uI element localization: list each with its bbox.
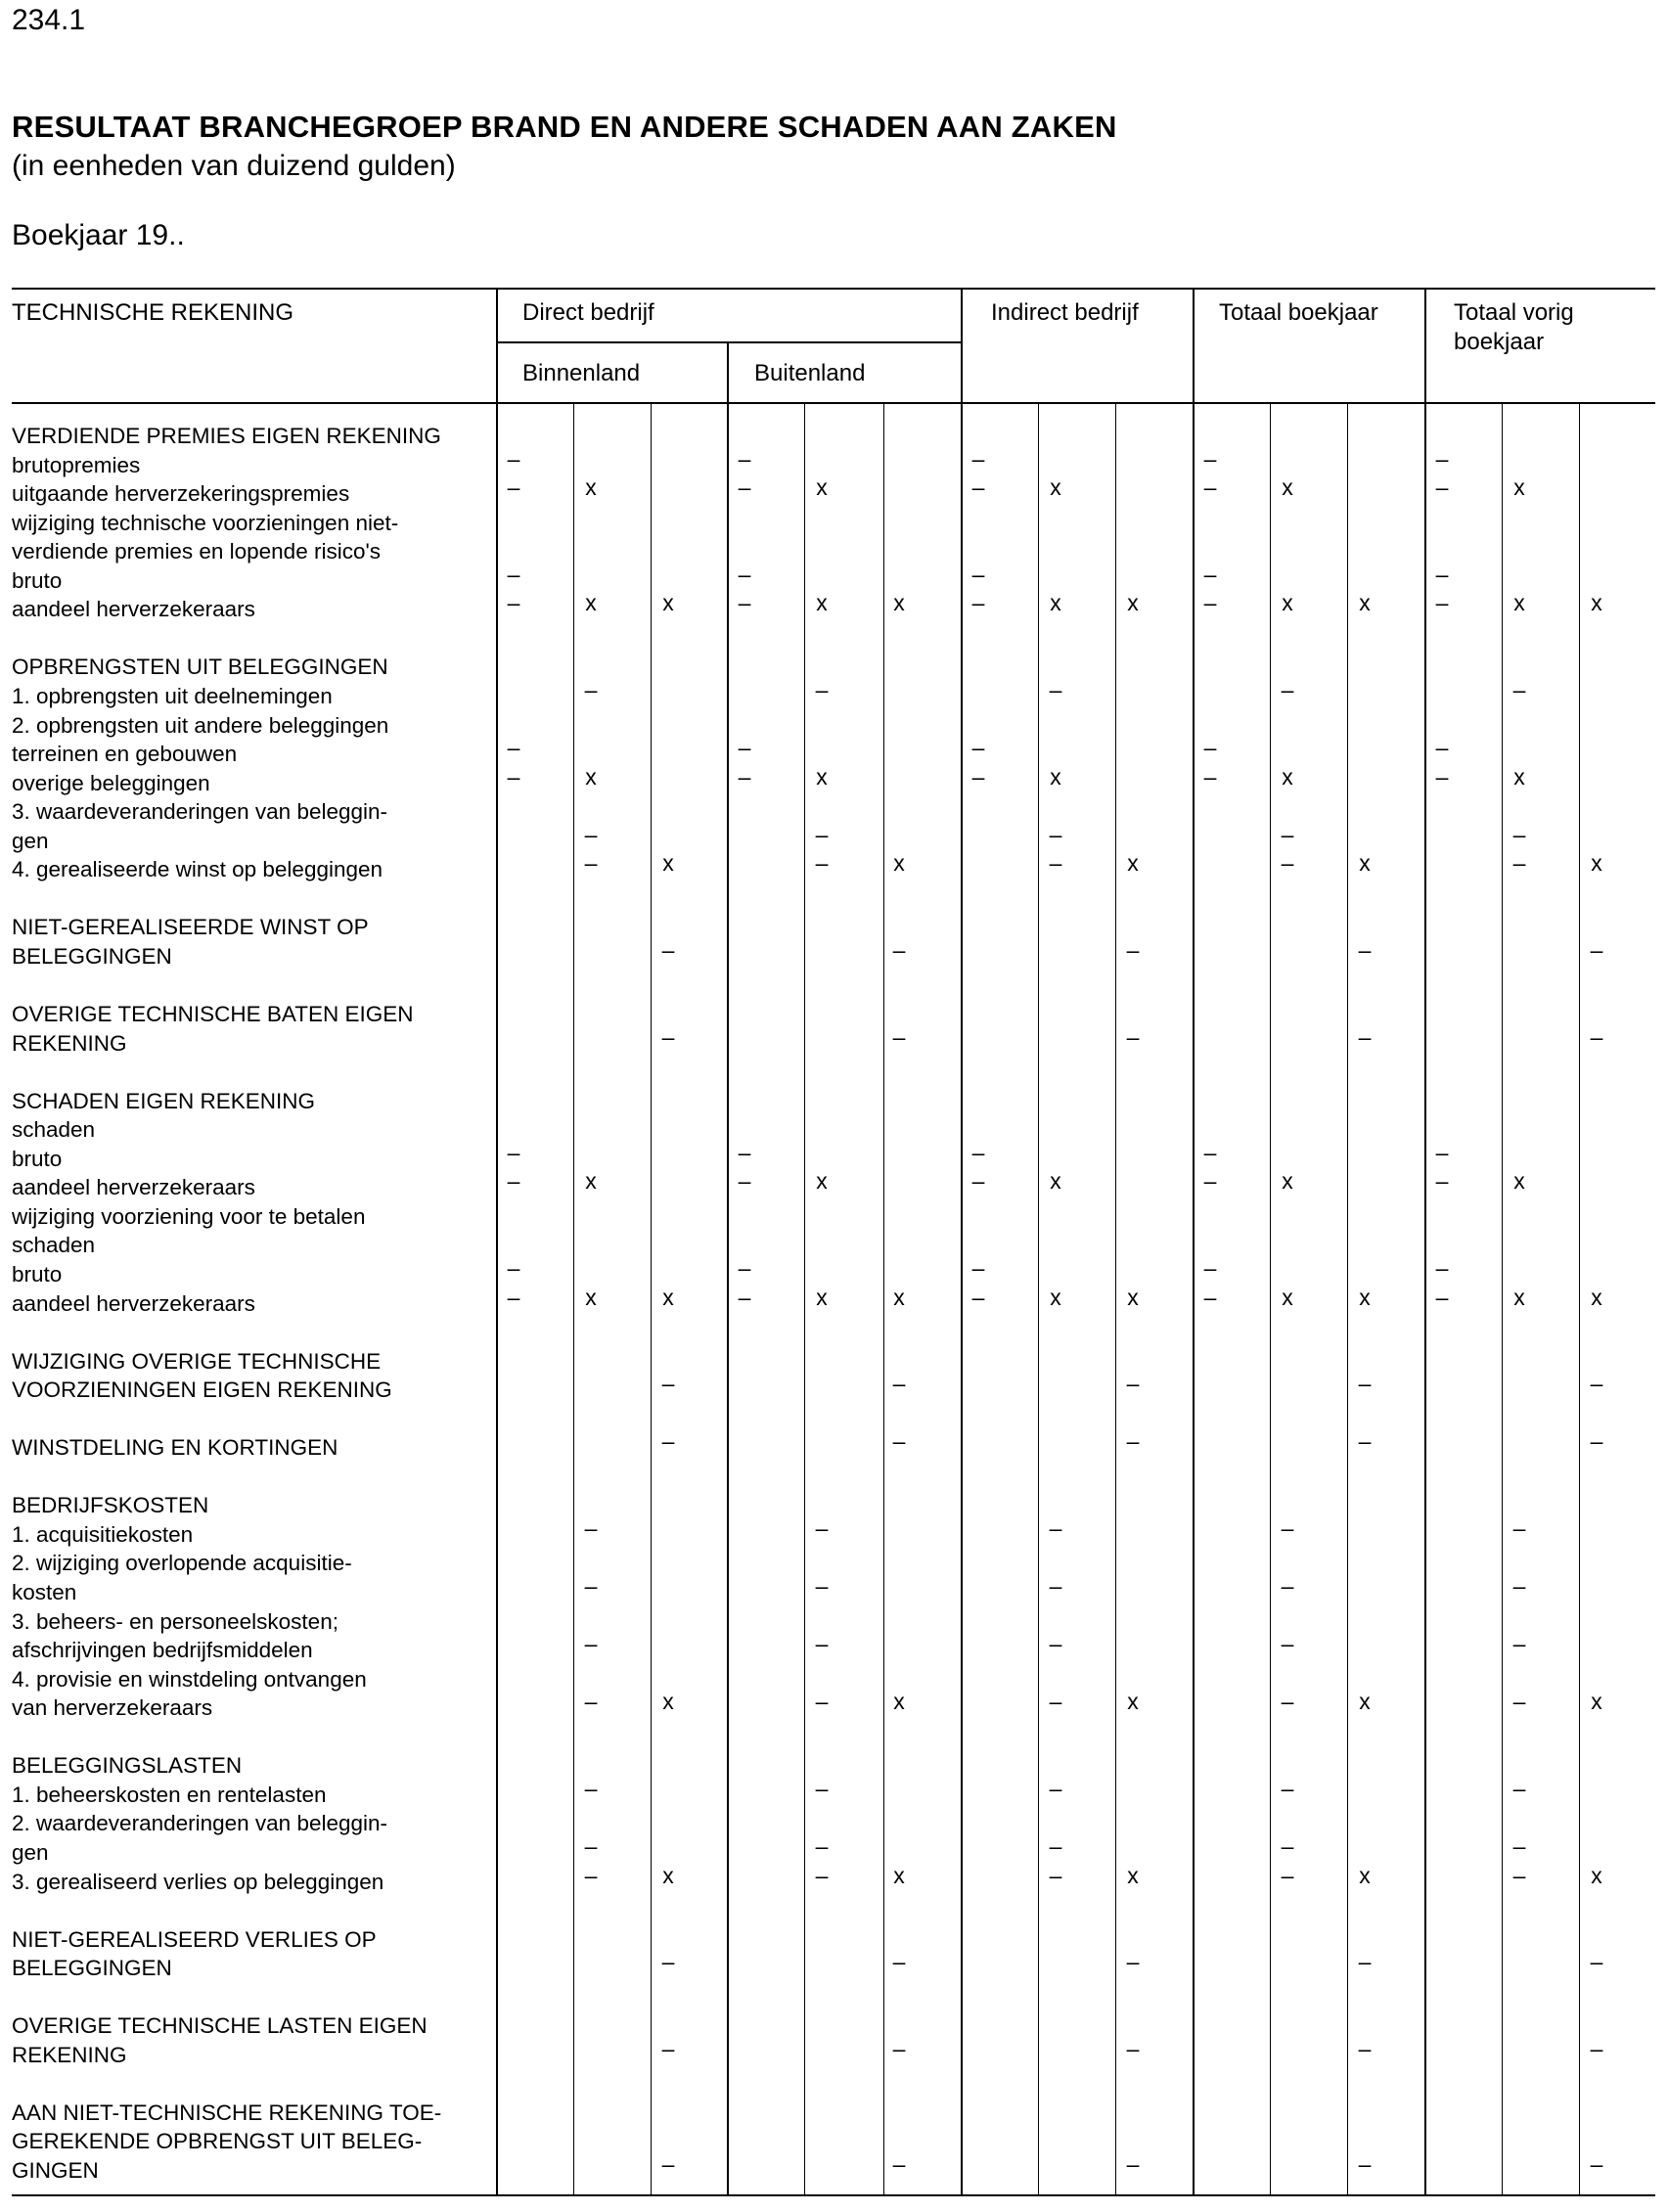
dash-mark: – [1590,2151,1603,2177]
dash-mark: – [1049,821,1062,847]
cross-mark: x [1591,1284,1602,1310]
dash-mark: – [1203,763,1217,790]
dash-mark: – [971,590,985,616]
dash-mark: – [1203,590,1217,616]
dash-mark: – [661,1428,675,1455]
dash-mark: – [971,474,985,501]
dash-mark: – [1281,1514,1294,1541]
row-label: 1. beheerskosten en rentelasten [12,1782,327,1807]
dash-mark: – [1590,1371,1603,1397]
row-label: kosten [12,1580,77,1604]
dash-mark: – [1126,2151,1140,2177]
dash-mark: – [584,1689,598,1715]
dash-mark: – [971,1139,985,1165]
dash-mark: – [1590,1023,1603,1050]
col-divider [727,341,729,2195]
row-label: gen [12,1839,49,1865]
dash-mark: – [1512,1832,1526,1859]
dash-mark: – [738,735,751,761]
cross-mark: x [585,763,597,790]
dash-mark: – [661,1371,675,1397]
cross-mark: x [662,1689,674,1715]
row-label: REKENING [12,2042,127,2067]
dash-mark: – [1512,676,1526,702]
dash-mark: – [1203,474,1217,501]
dash-mark: – [815,821,829,847]
header-technische-rekening: TECHNISCHE REKENING [12,299,294,326]
dash-mark: – [738,1254,751,1281]
cross-mark: x [1513,763,1525,790]
dash-mark: – [971,1284,985,1310]
row-label: bruto [12,1146,63,1171]
dash-mark: – [661,1949,675,1975]
dash-mark: – [1203,1168,1217,1195]
dash-mark: – [1281,1631,1294,1657]
row-label: VERDIENDE PREMIES EIGEN REKENING [12,424,441,448]
dash-mark: – [507,1284,520,1310]
cross-mark: x [1513,1284,1525,1310]
dash-mark: – [892,1023,906,1050]
cross-mark: x [1050,590,1061,616]
dash-mark: – [892,2035,906,2061]
row-label: 2. waardeveranderingen van beleggin- [12,1811,388,1836]
row-label: SCHADEN EIGEN REKENING [12,1088,316,1113]
dash-mark: – [1512,1631,1526,1657]
dash-mark: – [1203,1254,1217,1281]
cross-mark: x [1591,1689,1602,1715]
dash-mark: – [507,1168,520,1195]
row-label: aandeel herverzekeraars [12,1175,255,1200]
col-divider [1424,288,1426,2195]
cross-mark: x [1050,763,1061,790]
dash-mark: – [1358,936,1372,963]
header-buitenland: Buitenland [754,360,866,386]
dash-mark: – [815,850,829,877]
dash-mark: – [1512,1514,1526,1541]
cross-mark: x [1127,1284,1139,1310]
dash-mark: – [1512,821,1526,847]
dash-mark: – [1281,850,1294,877]
cross-mark: x [893,1689,905,1715]
subcol-divider [1115,403,1116,2195]
dash-mark: – [1281,1573,1294,1599]
dash-mark: – [815,1631,829,1657]
row-label: AAN NIET-TECHNISCHE REKENING TOE- [12,2099,442,2125]
dash-mark: – [1512,1775,1526,1801]
row-label: van herverzekeraars [12,1695,213,1721]
cross-mark: x [1359,1284,1371,1310]
header-binnenland: Binnenland [522,360,641,386]
subcol-divider [573,403,574,2195]
cross-mark: x [1282,1284,1293,1310]
row-label: GEREKENDE OPBRENGST UIT BELEG- [12,2129,423,2154]
row-label: terreinen en gebouwen [12,742,238,767]
col-divider [961,288,963,2195]
dash-mark: – [1281,1689,1294,1715]
dash-mark: – [584,1862,598,1888]
dash-mark: – [1203,735,1217,761]
dash-mark: – [971,445,985,472]
dash-mark: – [1590,1428,1603,1455]
dash-mark: – [1590,936,1603,963]
dash-mark: – [661,1023,675,1050]
dash-mark: – [1512,1573,1526,1599]
cross-mark: x [1050,1284,1061,1310]
dash-mark: – [584,1832,598,1859]
cross-mark: x [1591,1862,1602,1888]
dash-mark: – [1358,1949,1372,1975]
row-label: OVERIGE TECHNISCHE BATEN EIGEN [12,1002,414,1026]
dash-mark: – [1049,1573,1062,1599]
row-label: overige beleggingen [12,770,210,795]
dash-mark: – [1435,561,1449,587]
dash-mark: – [507,590,520,616]
cross-mark: x [893,1284,905,1310]
fiscal-year-label: Boekjaar 19.. [12,219,185,251]
dash-mark: – [1590,2035,1603,2061]
cross-mark: x [1591,590,1602,616]
dash-mark: – [738,590,751,616]
header-totaal-vorig-boekjaar [1454,298,1574,357]
dash-mark: – [507,763,520,790]
dash-mark: – [1281,1832,1294,1859]
row-label: bruto [12,567,63,593]
row-label: schaden [12,1117,96,1143]
header-direct-bedrijf: Direct bedrijf [522,299,654,326]
dash-mark: – [892,936,906,963]
subcol-divider [651,403,652,2195]
page-subtitle: (in eenheden van duizend gulden) [12,150,456,182]
dash-mark: – [1512,850,1526,877]
cross-mark: x [893,590,905,616]
cross-mark: x [1050,474,1061,501]
row-label: bruto [12,1261,63,1287]
row-label: GINGEN [12,2158,99,2183]
dash-mark: – [738,445,751,472]
cross-mark: x [1591,850,1602,877]
row-label: wijziging voorziening voor te betalen [12,1203,366,1229]
dash-mark: – [1049,1775,1062,1801]
cross-mark: x [585,474,597,501]
dash-mark: – [1126,1949,1140,1975]
dash-mark: – [1435,1284,1449,1310]
subcol-divider [1038,403,1039,2195]
cross-mark: x [1127,1689,1139,1715]
row-label: verdiende premies en lopende risico's [12,539,382,564]
dash-mark: – [1049,1514,1062,1541]
dash-mark: – [971,561,985,587]
dash-mark: – [1435,1254,1449,1281]
dash-mark: – [584,1631,598,1657]
row-label: OPBRENGSTEN UIT BELEGGINGEN [12,655,388,680]
row-label: schaden [12,1233,96,1258]
cross-mark: x [662,1284,674,1310]
cross-mark: x [1050,1168,1061,1195]
col-divider [1193,288,1195,2195]
cross-mark: x [816,1284,828,1310]
dash-mark: – [971,735,985,761]
dash-mark: – [815,1689,829,1715]
dash-mark: – [1358,1023,1372,1050]
col-divider [496,288,498,2195]
cross-mark: x [585,1284,597,1310]
subcol-divider [1270,403,1271,2195]
dash-mark: – [1281,676,1294,702]
dash-mark: – [1203,445,1217,472]
dash-mark: – [1203,1284,1217,1310]
dash-mark: – [1358,1371,1372,1397]
subcol-divider [1579,403,1580,2195]
dash-mark: – [971,763,985,790]
dash-mark: – [1435,763,1449,790]
dash-mark: – [971,1168,985,1195]
cross-mark: x [662,1862,674,1888]
header-totaal-vorig-line2: boekjaar [1454,329,1545,355]
dash-mark: – [661,2035,675,2061]
dash-mark: – [584,821,598,847]
dash-mark: – [892,2151,906,2177]
dash-mark: – [1512,1689,1526,1715]
page-title: RESULTAAT BRANCHEGROEP BRAND EN ANDERE SCHADEN AAN ZAKEN [12,110,1117,144]
row-label: 3. waardeveranderingen van beleggin- [12,799,388,825]
cross-mark: x [662,590,674,616]
dash-mark: – [1435,1168,1449,1195]
dash-mark: – [892,1428,906,1455]
dash-mark: – [1358,1428,1372,1455]
row-label: 3. beheers- en personeelskosten; [12,1608,338,1634]
dash-mark: – [1203,1139,1217,1165]
cross-mark: x [1127,1862,1139,1888]
cross-mark: x [816,474,828,501]
row-label: 4. gerealiseerde winst op beleggingen [12,857,383,882]
cross-mark: x [1127,590,1139,616]
row-label: REKENING [12,1030,127,1056]
dash-mark: – [738,1284,751,1310]
dash-mark: – [1590,1949,1603,1975]
header-totaal-vorig-line1: Totaal vorig [1454,299,1574,326]
dash-mark: – [1049,850,1062,877]
dash-mark: – [892,1371,906,1397]
dash-mark: – [1358,2035,1372,2061]
row-label: 3. gerealiseerd verlies op beleggingen [12,1869,384,1894]
cross-mark: x [1359,590,1371,616]
dash-mark: – [815,1832,829,1859]
cross-mark: x [585,1168,597,1195]
dash-mark: – [971,1254,985,1281]
dash-mark: – [1358,2151,1372,2177]
header-totaal-boekjaar: Totaal boekjaar [1219,299,1378,326]
dash-mark: – [661,2151,675,2177]
row-label: uitgaande herverzekeringspremies [12,481,350,507]
row-label: BELEGGINGEN [12,943,172,969]
row-label: 1. acquisitiekosten [12,1521,194,1547]
dash-mark: – [1435,445,1449,472]
dash-mark: – [1281,821,1294,847]
dash-mark: – [507,561,520,587]
page-number: 234.1 [12,4,86,36]
dash-mark: – [1126,936,1140,963]
table-top-rule [12,288,1655,290]
row-label: afschrijvingen bedrijfsmiddelen [12,1638,313,1663]
cross-mark: x [816,590,828,616]
cross-mark: x [1359,850,1371,877]
cross-mark: x [816,1168,828,1195]
dash-mark: – [1049,676,1062,702]
dash-mark: – [1281,1775,1294,1801]
cross-mark: x [1513,474,1525,501]
dash-mark: – [1049,1832,1062,1859]
row-label: 1. opbrengsten uit deelnemingen [12,683,333,708]
row-label: aandeel herverzekeraars [12,1290,255,1316]
subcol-divider [1347,403,1348,2195]
cross-mark: x [1282,763,1293,790]
dash-mark: – [584,850,598,877]
cross-mark: x [1282,1168,1293,1195]
cross-mark: x [893,1862,905,1888]
row-label: gen [12,828,49,853]
dash-mark: – [1049,1631,1062,1657]
dash-mark: – [507,474,520,501]
dash-mark: – [584,1775,598,1801]
cross-mark: x [1127,850,1139,877]
dash-mark: – [584,1573,598,1599]
dash-mark: – [1435,474,1449,501]
row-label: BELEGGINGSLASTEN [12,1753,243,1779]
table-bottom-rule [12,2194,1655,2196]
cross-mark: x [1513,1168,1525,1195]
cross-mark: x [1513,590,1525,616]
dash-mark: – [1126,1023,1140,1050]
dash-mark: – [1435,735,1449,761]
row-label: VOORZIENINGEN EIGEN REKENING [12,1377,392,1403]
row-label: brutopremies [12,452,141,477]
dash-mark: – [1126,1371,1140,1397]
dash-mark: – [815,1862,829,1888]
dash-mark: – [1126,2035,1140,2061]
dash-mark: – [584,676,598,702]
row-label: 2. opbrengsten uit andere beleggingen [12,712,389,738]
dash-mark: – [1049,1689,1062,1715]
dash-mark: – [1049,1862,1062,1888]
dash-mark: – [507,1254,520,1281]
cross-mark: x [816,763,828,790]
dash-mark: – [507,445,520,472]
dash-mark: – [892,1949,906,1975]
row-label: aandeel herverzekeraars [12,597,255,622]
cross-mark: x [1282,474,1293,501]
cross-mark: x [1282,590,1293,616]
dash-mark: – [661,936,675,963]
dash-mark: – [815,1514,829,1541]
header-indirect-bedrijf: Indirect bedrijf [991,299,1139,326]
header-bottom-rule [12,402,1655,404]
dash-mark: – [738,474,751,501]
dash-mark: – [1281,1862,1294,1888]
subcol-divider [804,403,805,2195]
cross-mark: x [662,850,674,877]
subcol-divider [1502,403,1503,2195]
cross-mark: x [1359,1862,1371,1888]
row-label: NIET-GEREALISEERDE WINST OP [12,915,369,940]
row-label: BELEGGINGEN [12,1956,172,1981]
dash-mark: – [1435,590,1449,616]
dash-mark: – [815,676,829,702]
row-label: WIJZIGING OVERIGE TECHNISCHE [12,1348,382,1374]
dash-mark: – [738,1168,751,1195]
dash-mark: – [738,1139,751,1165]
cross-mark: x [893,850,905,877]
row-label: BEDRIJFSKOSTEN [12,1493,209,1518]
dash-mark: – [507,1139,520,1165]
row-label: 2. wijziging overlopende acquisitie- [12,1551,352,1576]
dash-mark: – [815,1775,829,1801]
row-label: OVERIGE TECHNISCHE LASTEN EIGEN [12,2013,428,2039]
dash-mark: – [1435,1139,1449,1165]
cross-mark: x [585,590,597,616]
dash-mark: – [815,1573,829,1599]
dash-mark: – [738,561,751,587]
row-label: 4. provisie en winstdeling ontvangen [12,1666,367,1692]
dash-mark: – [1126,1428,1140,1455]
dash-mark: – [584,1514,598,1541]
row-label: wijziging technische voorzieningen niet- [12,510,399,535]
cross-mark: x [1359,1689,1371,1715]
dash-mark: – [1203,561,1217,587]
dash-mark: – [738,763,751,790]
dash-mark: – [1512,1862,1526,1888]
dash-mark: – [507,735,520,761]
row-label: NIET-GEREALISEERD VERLIES OP [12,1926,377,1952]
row-label: WINSTDELING EN KORTINGEN [12,1435,338,1461]
